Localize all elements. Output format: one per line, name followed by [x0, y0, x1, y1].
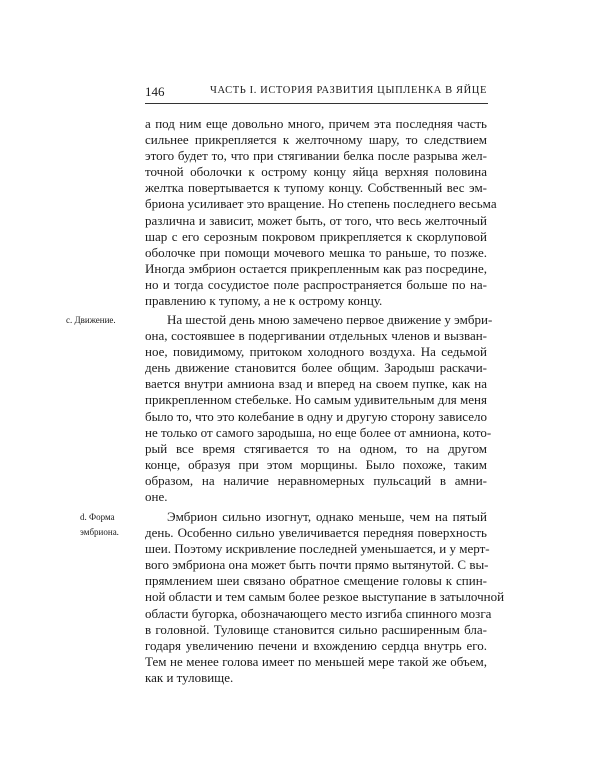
text-line: в головной. Туловище становится сильно расширенным бла- [145, 621, 487, 637]
text-line: точной оболочки к острому концу яйца верхняя половина [145, 164, 487, 180]
margin-note-movement [66, 313, 116, 328]
text-line: конце, образуя при этом морщины. Было похоже, таким [145, 456, 487, 472]
text-line: Иногда эмбрион остается прикрепленным как раз посредине, [145, 260, 487, 276]
paragraph [145, 312, 493, 505]
margin-note-line: эмбриона. [80, 527, 119, 537]
margin-note-embryo-form [80, 510, 119, 540]
paragraph [145, 116, 497, 309]
text-line: этого будет то, что при стягивании белка после разрыва жел- [145, 148, 487, 164]
text-line: она, состоявшее в подергивании отдельных членов и вызван- [145, 328, 487, 344]
text-line: различна и зависит, может быть, от того, что весь желточный [145, 212, 487, 228]
text-line: ной области и тем самым более резкое выступание в затылочной [145, 589, 505, 605]
text-line: было то, что это колебание в одну и другую сторону зависело [145, 408, 487, 424]
margin-note-line: d. Форма [80, 512, 115, 522]
text-line: бриона усиливает это вращение. Но степень последнего весьма [145, 196, 497, 212]
text-line: день. Особенно сильно увеличивается передняя поверхность [145, 525, 487, 541]
text-line: но и тогда сосудистое поле распространяется больше по на- [145, 276, 487, 292]
text-line: как и туловище. [145, 669, 234, 685]
text-line: Эмбрион сильно изогнут, однако меньше, чем на пятый [167, 509, 487, 524]
text-line: шеи. Поэтому искривление последней уменьшается, и у мерт- [145, 541, 490, 557]
text-line: правлению к тупому, а не к острому концу. [145, 293, 383, 309]
text-line: день движение становится более общим. Зародыш раскачи- [145, 360, 487, 376]
text-line: ное, повидимому, притоком холодного воздуха. На седьмой [145, 344, 487, 360]
text-line: прикрепленном стебельке. Но самым удивительным для меня [145, 392, 487, 408]
text-line: шар с его серозным покровом прикрепляется к скорлуповой [145, 228, 487, 244]
text-line: образом, на наличие неравномерных пульсаций в амни- [145, 472, 487, 488]
text-line: вается внутри амниона взад и вперед на своем пупке, как на [145, 376, 487, 392]
page-number: 146 [145, 84, 165, 99]
text-line: оне. [145, 489, 168, 505]
text-line: области бугорка, обозначающего место изгиба спинного мозга [145, 605, 492, 621]
text-line: На шестой день мною замечено первое движение у эмбри- [167, 312, 493, 327]
text-line: сильнее прикрепляется к желточному шару, то следствием [145, 132, 487, 148]
text-line: прямлением шеи связано обратное смещение головы к спин- [145, 573, 487, 589]
text-line: не только от самого зародыша, но еще более от амниона, кото- [145, 424, 492, 440]
text-line: годаря увеличению печени и вхождению сердца внутрь его. [145, 637, 487, 653]
text-line: рый все время стягивается то на одном, то на другом [145, 440, 487, 456]
running-title: ЧАСТЬ I. ИСТОРИЯ РАЗВИТИЯ ЦЫПЛЕНКА В ЯЙЦЕ [210, 85, 487, 96]
paragraph [145, 509, 505, 686]
text-line: вого эмбриона она может быть почти прямо вытянутой. С вы- [145, 557, 489, 573]
margin-note-line: c. Движение. [66, 315, 116, 325]
text-line: желтка повертывается к тупому концу. Собственный вес эм- [145, 180, 487, 196]
text-line: оболочке при помощи мочевого мешка то раньше, то позже. [145, 244, 487, 260]
header-rule [145, 103, 488, 104]
text-line: а под ним еще довольно много, причем эта последняя часть [145, 116, 487, 131]
text-line: Тем не менее голова имеет по меньшей мере такой же объем, [145, 653, 487, 669]
